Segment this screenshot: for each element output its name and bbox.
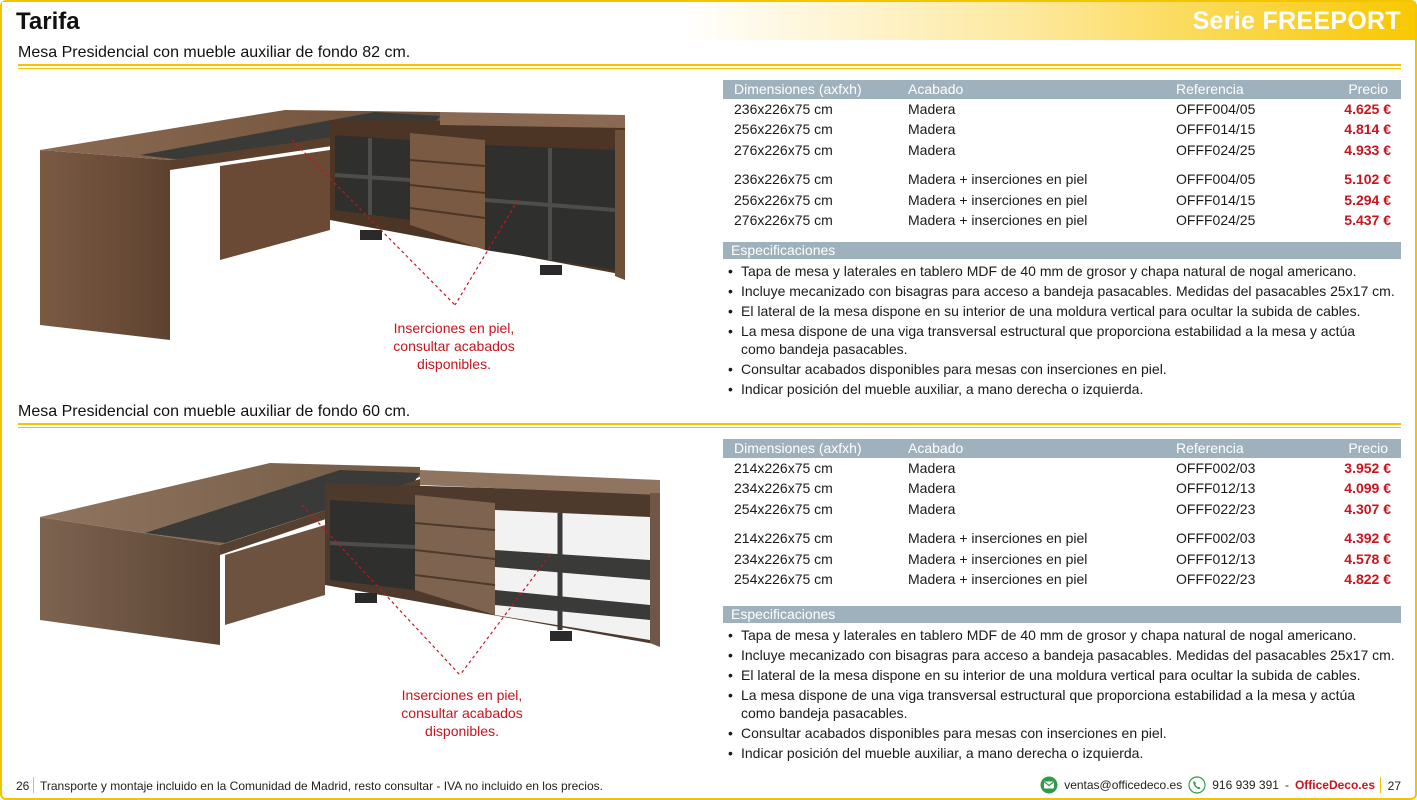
section-1-title: Mesa Presidencial con mueble auxiliar de fondo 82 cm. [18, 44, 411, 61]
leather-callout-2 [378, 686, 546, 740]
col-finish: Acabado [908, 440, 964, 456]
callout-line: disponibles. [417, 356, 491, 372]
cell-price: 5.437 € [1344, 211, 1391, 228]
cell-finish: Madera + inserciones en piel [908, 171, 1088, 188]
col-reference: Referencia [1176, 81, 1244, 97]
spec-item: • El lateral de la mesa dispone en su interior de una moldura vertical para ocultar la subida de cables. [727, 666, 1407, 684]
cell-dim: 276x226x75 cm [734, 141, 833, 158]
table-row [723, 210, 1401, 230]
col-price: Precio [1348, 440, 1388, 456]
phone-number[interactable]: 916 939 391 [1212, 778, 1279, 792]
cell-finish: Madera + inserciones en piel [908, 570, 1088, 587]
cell-ref: OFFF004/05 [1176, 101, 1256, 117]
table-header [723, 439, 1401, 458]
cell-price: 4.933 € [1344, 141, 1391, 158]
cell-ref: OFFF002/03 [1176, 530, 1256, 547]
callout-line: disponibles. [425, 723, 499, 739]
cell-price: 4.822 € [1344, 570, 1391, 587]
specs-list-1 [727, 262, 1407, 400]
phone-icon [1188, 776, 1206, 794]
cell-price: 4.307 € [1344, 500, 1391, 517]
specs-header-1: Especificaciones [723, 242, 1401, 259]
cell-price: 4.392 € [1344, 530, 1391, 547]
cell-finish: Madera [908, 141, 956, 158]
cell-finish: Madera + inserciones en piel [908, 550, 1088, 567]
cell-ref: OFFF012/13 [1176, 550, 1256, 567]
section-2-rule [18, 423, 1401, 428]
cell-ref: OFFF022/23 [1176, 570, 1256, 587]
col-dimensions: Dimensiones (axfxh) [734, 440, 862, 456]
callout-line: consultar acabados [393, 338, 515, 354]
callout-line: consultar acabados [401, 705, 523, 721]
callout-line: Inserciones en piel, [401, 687, 523, 703]
spec-item: • Incluye mecanizado con bisagras para acceso a bandeja pasacables. Medidas del pasacables 25x17 cm. [727, 646, 1407, 664]
specs-list-2 [727, 626, 1407, 764]
spec-item: • Consultar acabados disponibles para mesas con inserciones en piel. [727, 360, 1407, 378]
table-row [723, 478, 1401, 498]
spec-item: • La mesa dispone de una viga transversal estructural que proporciona estabilidad a la mesa y actúa como bandeja pasacables. [727, 686, 1367, 722]
page-number-left: 26 [16, 779, 30, 793]
cell-finish: Madera [908, 121, 956, 138]
cell-finish: Madera [908, 101, 956, 117]
col-reference: Referencia [1176, 440, 1244, 456]
email-link[interactable]: ventas@officedeco.es [1064, 778, 1183, 792]
leather-callout-1 [370, 319, 538, 373]
table-row [723, 569, 1401, 589]
page-footer [0, 772, 1417, 798]
cell-finish: Madera + inserciones en piel [908, 191, 1088, 208]
footer-divider [1380, 777, 1381, 793]
cell-ref: OFFF024/25 [1176, 211, 1256, 228]
cell-price: 3.952 € [1344, 460, 1391, 476]
page-number-right: 27 [1387, 779, 1401, 793]
cell-ref: OFFF014/15 [1176, 121, 1256, 138]
email-icon [1040, 776, 1058, 794]
cell-ref: OFFF002/03 [1176, 460, 1256, 476]
table-row [723, 499, 1401, 519]
cell-price: 5.102 € [1344, 171, 1391, 188]
table-row [723, 190, 1401, 210]
cell-dim: 256x226x75 cm [734, 121, 833, 138]
spec-item: • Indicar posición del mueble auxiliar, a mano derecha o izquierda. [727, 380, 1407, 398]
table-row [723, 119, 1401, 139]
table-header [723, 80, 1401, 99]
cell-price: 4.099 € [1344, 480, 1391, 497]
page-title: Tarifa [16, 8, 80, 35]
cell-finish: Madera + inserciones en piel [908, 530, 1088, 547]
table-row [723, 549, 1401, 569]
cell-finish: Madera [908, 480, 956, 497]
table-row [723, 458, 1401, 478]
cell-dim: 236x226x75 cm [734, 101, 833, 117]
cell-dim: 254x226x75 cm [734, 500, 833, 517]
cell-ref: OFFF012/13 [1176, 480, 1256, 497]
section-2-title: Mesa Presidencial con mueble auxiliar de fondo 60 cm. [18, 403, 411, 420]
cell-dim: 256x226x75 cm [734, 191, 833, 208]
spec-item: • Consultar acabados disponibles para mesas con inserciones en piel. [727, 724, 1407, 742]
cell-dim: 276x226x75 cm [734, 211, 833, 228]
cell-finish: Madera [908, 460, 956, 476]
footer-note: Transporte y montaje incluido en la Comunidad de Madrid, resto consultar - IVA no incluido en los precios. [40, 779, 603, 793]
cell-finish: Madera + inserciones en piel [908, 211, 1088, 228]
cell-ref: OFFF022/23 [1176, 500, 1256, 517]
cell-price: 4.814 € [1344, 121, 1391, 138]
cell-ref: OFFF024/25 [1176, 141, 1256, 158]
cell-dim: 234x226x75 cm [734, 480, 833, 497]
cell-dim: 236x226x75 cm [734, 171, 833, 188]
desk-image-82 [40, 100, 680, 340]
callout-line: Inserciones en piel, [393, 320, 515, 336]
footer-contact [1040, 775, 1375, 795]
cell-dim: 214x226x75 cm [734, 460, 833, 476]
spec-item: • La mesa dispone de una viga transversal estructural que proporciona estabilidad a la mesa y actúa como bandeja pasacables. [727, 322, 1367, 358]
cell-dim: 254x226x75 cm [734, 570, 833, 587]
cell-price: 4.578 € [1344, 550, 1391, 567]
series-title: Serie FREEPORT [1192, 7, 1401, 35]
desk-image-60 [40, 455, 670, 685]
footer-dash: - [1284, 778, 1289, 792]
cell-price: 5.294 € [1344, 191, 1391, 208]
cell-dim: 234x226x75 cm [734, 550, 833, 567]
cell-ref: OFFF004/05 [1176, 171, 1256, 188]
cell-price: 4.625 € [1344, 101, 1391, 117]
col-price: Precio [1348, 81, 1388, 97]
brand-link[interactable]: OfficeDeco.es [1294, 778, 1375, 792]
page-header [2, 2, 1415, 40]
spec-item: • El lateral de la mesa dispone en su interior de una moldura vertical para ocultar la subida de cables. [727, 302, 1407, 320]
footer-divider [33, 777, 34, 793]
price-table-60 [723, 439, 1401, 589]
price-table-82 [723, 80, 1401, 230]
col-dimensions: Dimensiones (axfxh) [734, 81, 862, 97]
spec-item: • Indicar posición del mueble auxiliar, a mano derecha o izquierda. [727, 744, 1407, 762]
cell-ref: OFFF014/15 [1176, 191, 1256, 208]
table-row [723, 528, 1401, 548]
table-row [723, 140, 1401, 160]
col-finish: Acabado [908, 81, 964, 97]
cell-finish: Madera [908, 500, 956, 517]
spec-item: • Incluye mecanizado con bisagras para acceso a bandeja pasacables. Medidas del pasacables 25x17 cm. [727, 282, 1407, 300]
specs-header-2: Especificaciones [723, 606, 1401, 623]
spec-item: • Tapa de mesa y laterales en tablero MDF de 40 mm de grosor y chapa natural de nogal americano. [727, 626, 1407, 644]
spec-item: • Tapa de mesa y laterales en tablero MDF de 40 mm de grosor y chapa natural de nogal americano. [727, 262, 1407, 280]
table-row [723, 99, 1401, 119]
table-row [723, 169, 1401, 189]
section-1-rule [18, 64, 1401, 69]
cell-dim: 214x226x75 cm [734, 530, 833, 547]
